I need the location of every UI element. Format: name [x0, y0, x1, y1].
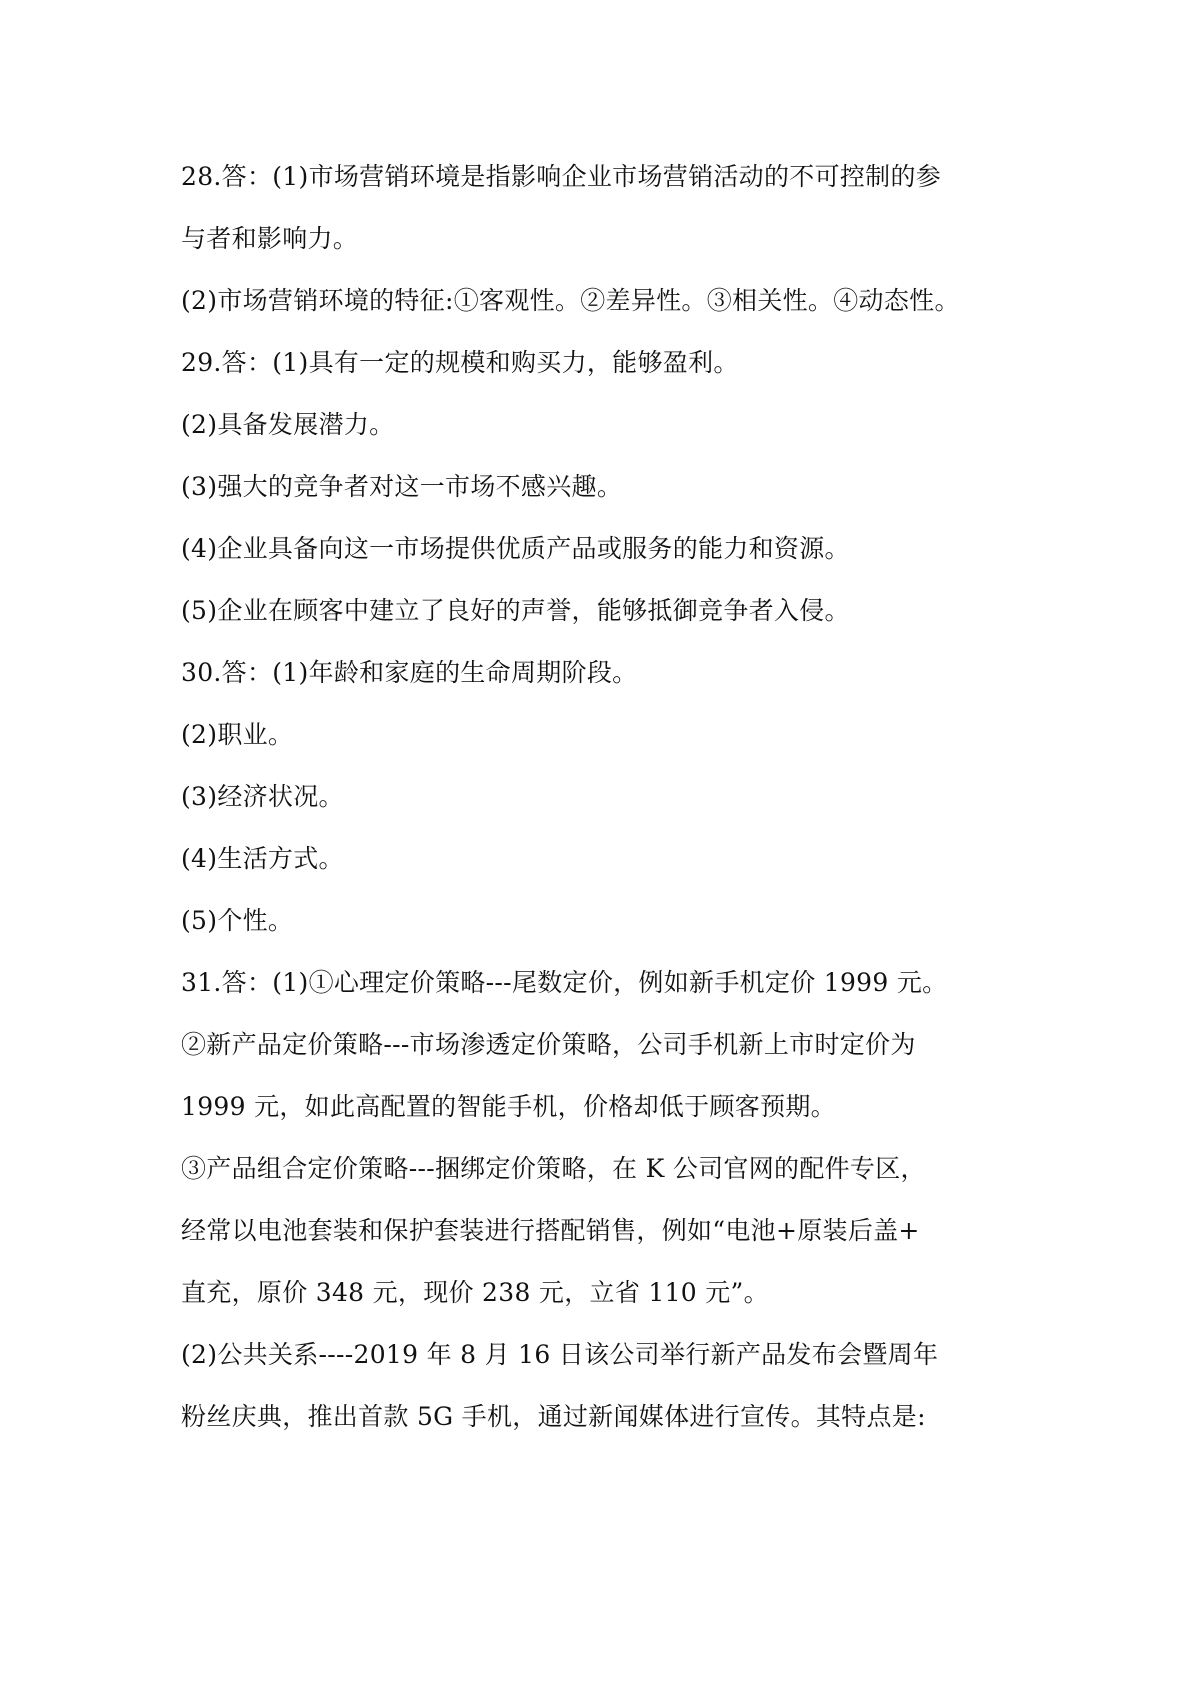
- text-line: (2)具备发展潜力。: [181, 410, 395, 439]
- text-line: 30.答：(1)年龄和家庭的生命周期阶段。: [181, 658, 638, 687]
- text-line: 28.答：(1)市场营销环境是指影响企业市场营销活动的不可控制的参: [181, 162, 942, 191]
- text-line: ③产品组合定价策略---捆绑定价策略，在 K 公司官网的配件专区，: [181, 1154, 926, 1183]
- text-line: (5)企业在顾客中建立了良好的声誉，能够抵御竞争者入侵。: [181, 596, 850, 625]
- text-line: 直充，原价 348 元，现价 238 元，立省 110 元”。: [181, 1278, 769, 1307]
- text-line: 1999 元，如此高配置的智能手机，价格却低于顾客预期。: [181, 1092, 836, 1121]
- text-line: (4)企业具备向这一市场提供优质产品或服务的能力和资源。: [181, 534, 850, 563]
- text-line: (2)职业。: [181, 720, 294, 749]
- text-line: (5)个性。: [181, 906, 294, 935]
- text-line: 经常以电池套装和保护套装进行搭配销售，例如“电池+原装后盖+: [181, 1216, 920, 1245]
- answer-text-block: [181, 146, 1031, 1448]
- text-line: (2)公共关系----2019 年 8 月 16 日该公司举行新产品发布会暨周年: [181, 1340, 939, 1369]
- text-line: (4)生活方式。: [181, 844, 344, 873]
- text-line: (3)强大的竞争者对这一市场不感兴趣。: [181, 472, 623, 501]
- text-line: 与者和影响力。: [181, 224, 359, 253]
- text-line: 粉丝庆典，推出首款 5G 手机，通过新闻媒体进行宣传。其特点是:: [181, 1402, 926, 1431]
- text-line: (2)市场营销环境的特征:①客观性。②差异性。③相关性。④动态性。: [181, 286, 960, 315]
- text-line: (3)经济状况。: [181, 782, 344, 811]
- text-line: 31.答：(1)①心理定价策略---尾数定价，例如新手机定价 1999 元。: [181, 968, 948, 997]
- text-line: ②新产品定价策略---市场渗透定价策略，公司手机新上市时定价为: [181, 1030, 916, 1059]
- text-line: 29.答：(1)具有一定的规模和购买力，能够盈利。: [181, 348, 739, 377]
